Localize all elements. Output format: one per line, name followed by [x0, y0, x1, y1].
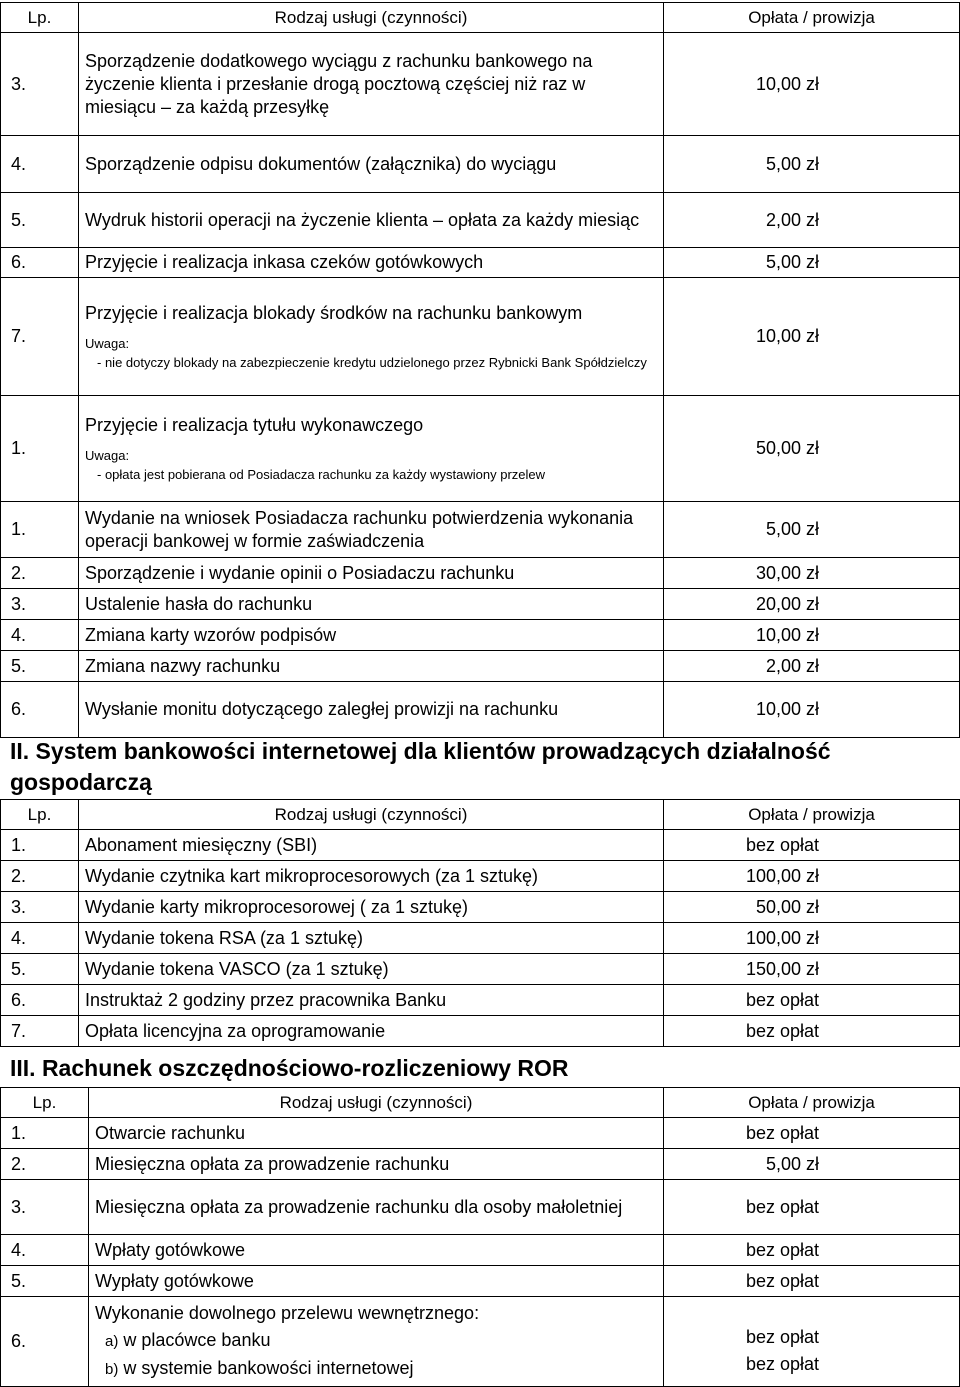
row-service: Wydanie tokena RSA (za 1 sztukę): [79, 923, 664, 954]
row-lp: 4.: [1, 1235, 89, 1266]
row-service: Ustalenie hasła do rachunku: [79, 589, 664, 620]
header-fee: Opłata / prowizja: [664, 1088, 960, 1118]
table-row: [1, 682, 960, 738]
row-service: Wykonanie dowolnego przelewu wewnętrznego:: [95, 1303, 480, 1323]
table-row: [1, 651, 960, 682]
sub-marker-a: a): [105, 1333, 119, 1350]
row-service-cell: [79, 278, 664, 396]
row-lp: 7.: [1, 278, 79, 396]
row-lp: 1.: [1, 396, 79, 502]
row-note: [85, 335, 657, 371]
row-fee-a: bez opłat: [745, 1327, 819, 1347]
section-3-heading: III. Rachunek oszczędnościowo-rozliczeniowy ROR: [10, 1055, 569, 1081]
note-item: - opłata jest pobierana od Posiadacza rachunku za każdy wystawiony przelew: [85, 466, 657, 483]
table-row: [1, 892, 960, 923]
row-service-cell: [79, 396, 664, 502]
row-lp: 4.: [1, 923, 79, 954]
sub-text-b: w systemie bankowości internetowej: [123, 1358, 414, 1378]
row-service: Sporządzenie dodatkowego wyciągu z rachunku bankowego na życzenie klienta i przesłanie drogą pocztową częściej niż raz w miesiącu – za każdą przesyłkę: [79, 33, 664, 136]
table-row: [1, 278, 960, 396]
sub-text-a: w placówce banku: [123, 1330, 271, 1350]
table-row: [1, 1266, 960, 1297]
note-label: Uwaga:: [85, 448, 130, 463]
row-service: Wypłaty gotówkowe: [89, 1266, 664, 1297]
header-service: Rodzaj usługi (czynności): [79, 3, 664, 33]
row-fee: 10,00 zł: [664, 620, 960, 651]
row-lp: 5.: [1, 954, 79, 985]
row-fee: 50,00 zł: [664, 396, 960, 502]
row-fee: bez opłat: [664, 1016, 960, 1047]
table-header-row: [1, 3, 960, 33]
row-service: Miesięczna opłata za prowadzenie rachunku dla osoby małoletniej: [89, 1180, 664, 1235]
table-row: [1, 1297, 960, 1387]
row-service: Sporządzenie i wydanie opinii o Posiadaczu rachunku: [79, 558, 664, 589]
table-header-row: [1, 800, 960, 830]
row-service: Otwarcie rachunku: [89, 1118, 664, 1149]
row-service: Przyjęcie i realizacja inkasa czeków gotówkowych: [79, 248, 664, 278]
table-row: [1, 396, 960, 502]
row-service: Wysłanie monitu dotyczącego zaległej prowizji na rachunku: [79, 682, 664, 738]
header-lp: Lp.: [1, 3, 79, 33]
row-fee: bez opłat: [664, 1235, 960, 1266]
row-service: Wydanie czytnika kart mikroprocesorowych (za 1 sztukę): [79, 861, 664, 892]
row-lp: 3.: [1, 1180, 89, 1235]
table-row: [1, 248, 960, 278]
table-row: [1, 193, 960, 248]
table-row: [1, 33, 960, 136]
row-lp: 1.: [1, 502, 79, 558]
row-lp: 3.: [1, 33, 79, 136]
row-fee: 10,00 zł: [664, 278, 960, 396]
row-lp: 2.: [1, 861, 79, 892]
row-fee: bez opłat: [664, 1180, 960, 1235]
table-row: [1, 620, 960, 651]
row-service: Zmiana nazwy rachunku: [79, 651, 664, 682]
row-fee: 50,00 zł: [664, 892, 960, 923]
row-lp: 4.: [1, 620, 79, 651]
header-fee: Opłata / prowizja: [664, 3, 960, 33]
row-fee-b: bez opłat: [745, 1354, 819, 1374]
note-item: - nie dotyczy blokady na zabezpieczenie kredytu udzielonego przez Rybnicki Bank Spółdzielczy: [85, 354, 657, 371]
row-service: Sporządzenie odpisu dokumentów (załącznika) do wyciągu: [79, 136, 664, 193]
row-service: Opłata licencyjna za oprogramowanie: [79, 1016, 664, 1047]
row-lp: 4.: [1, 136, 79, 193]
row-lp: 7.: [1, 1016, 79, 1047]
row-lp: 5.: [1, 651, 79, 682]
sub-marker-b: b): [105, 1361, 119, 1378]
row-fee: bez opłat: [664, 1266, 960, 1297]
fee-table-section-1: [0, 2, 960, 738]
table-row: [1, 1016, 960, 1047]
row-fee: 150,00 zł: [664, 954, 960, 985]
row-service: Wydanie na wniosek Posiadacza rachunku potwierdzenia wykonania operacji bankowej w formie zaświadczenia: [79, 502, 664, 558]
row-fee: 10,00 zł: [664, 682, 960, 738]
header-service: Rodzaj usługi (czynności): [79, 800, 664, 830]
table-row: [1, 830, 960, 861]
table-row: [1, 923, 960, 954]
row-fee: 2,00 zł: [664, 651, 960, 682]
table-row: [1, 502, 960, 558]
row-service: Instruktaż 2 godziny przez pracownika Banku: [79, 985, 664, 1016]
row-lp: 1.: [1, 1118, 89, 1149]
row-service: Wydanie tokena VASCO (za 1 sztukę): [79, 954, 664, 985]
table-row: [1, 1180, 960, 1235]
note-label: Uwaga:: [85, 336, 130, 351]
table-row: [1, 954, 960, 985]
row-lp: 2.: [1, 558, 79, 589]
row-fee-cell: [664, 1297, 960, 1387]
table-row: [1, 861, 960, 892]
row-fee: bez opłat: [664, 830, 960, 861]
table-row: [1, 136, 960, 193]
row-lp: 5.: [1, 1266, 89, 1297]
table-row: [1, 985, 960, 1016]
table-row: [1, 589, 960, 620]
row-service: Przyjęcie i realizacja blokady środków na rachunku bankowym: [85, 303, 583, 323]
row-service: Zmiana karty wzorów podpisów: [79, 620, 664, 651]
row-fee: 100,00 zł: [664, 923, 960, 954]
row-service: Wpłaty gotówkowe: [89, 1235, 664, 1266]
row-fee: 10,00 zł: [664, 33, 960, 136]
row-lp: 6.: [1, 248, 79, 278]
row-note: [85, 447, 657, 483]
row-fee: 5,00 zł: [664, 502, 960, 558]
row-lp: 5.: [1, 193, 79, 248]
row-service: Wydruk historii operacji na życzenie klienta – opłata za każdy miesiąc: [79, 193, 664, 248]
table-header-row: [1, 1088, 960, 1118]
table-row: [1, 1149, 960, 1180]
table-row: [1, 1118, 960, 1149]
row-sub-item-b: [95, 1355, 657, 1383]
header-lp: Lp.: [1, 1088, 89, 1118]
row-fee: 20,00 zł: [664, 589, 960, 620]
row-service: Wydanie karty mikroprocesorowej ( za 1 sztukę): [79, 892, 664, 923]
row-service: Przyjęcie i realizacja tytułu wykonawczego: [85, 415, 424, 435]
row-service-cell: [89, 1297, 664, 1387]
section-2-heading: II. System bankowości internetowej dla klientów prowadzących działalność gospodarczą: [10, 738, 831, 795]
row-fee: 2,00 zł: [664, 193, 960, 248]
row-fee: 100,00 zł: [664, 861, 960, 892]
row-sub-item-a: [95, 1327, 657, 1355]
table-row: [1, 1235, 960, 1266]
header-fee: Opłata / prowizja: [664, 800, 960, 830]
header-service: Rodzaj usługi (czynności): [89, 1088, 664, 1118]
header-lp: Lp.: [1, 800, 79, 830]
row-lp: 6.: [1, 1297, 89, 1387]
fee-table-section-2: [0, 799, 960, 1047]
row-fee: 5,00 zł: [664, 248, 960, 278]
row-lp: 1.: [1, 830, 79, 861]
row-fee: bez opłat: [664, 985, 960, 1016]
row-service: Abonament miesięczny (SBI): [79, 830, 664, 861]
row-lp: 6.: [1, 682, 79, 738]
row-lp: 3.: [1, 589, 79, 620]
row-fee: 30,00 zł: [664, 558, 960, 589]
row-lp: 2.: [1, 1149, 89, 1180]
row-service: Miesięczna opłata za prowadzenie rachunku: [89, 1149, 664, 1180]
fee-table-section-3: [0, 1087, 960, 1387]
row-fee: 5,00 zł: [664, 136, 960, 193]
row-lp: 3.: [1, 892, 79, 923]
row-fee: bez opłat: [664, 1118, 960, 1149]
table-row: [1, 558, 960, 589]
row-lp: 6.: [1, 985, 79, 1016]
row-fee: 5,00 zł: [664, 1149, 960, 1180]
